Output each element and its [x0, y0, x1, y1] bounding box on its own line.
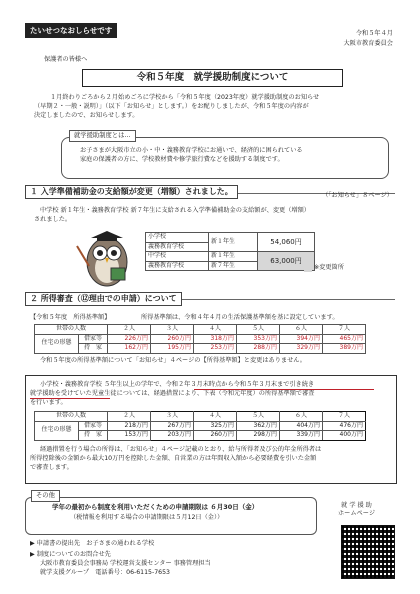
submit-to: ▶ 申請書の提出先 お子さまの通われる学校 — [30, 540, 155, 547]
inquiry-phone: 就学支援グループ 電話番号：06-6115-7653 — [40, 569, 170, 576]
grade-cell: 新１年生 — [209, 252, 258, 262]
persons-header: ３人 — [151, 412, 194, 422]
qr-code-icon[interactable] — [341, 525, 395, 579]
income-value: 362万円 — [237, 421, 280, 431]
household-size-header: 世帯の人数 — [35, 325, 108, 335]
income-value: 476万円 — [323, 421, 366, 431]
persons-header: ４人 — [194, 325, 237, 335]
other-tag: その他 — [31, 490, 60, 502]
deadline: 学年の最初から制度を利用いただくための申請期限は ６月30日（金） — [52, 503, 259, 511]
persons-header: ５人 — [237, 325, 280, 335]
section1-line-1: 中学校 新１年生・義務教育学校 新７年生に支給される入学準備補助金の支給額が、変更（増額） — [40, 207, 310, 214]
housing-type-header: 住宅の形態 — [35, 421, 79, 440]
income-value: 353万円 — [237, 334, 280, 344]
intro-line-1: １月終わりごろから２月始めごろに学校から「令和５年度（2023年度）就学援助制度のお知らせ — [50, 94, 320, 101]
section1-line-2: されました。 — [34, 216, 72, 223]
income-value: 400万円 — [323, 431, 366, 441]
issuer: 大阪市教育委員会 — [343, 40, 393, 47]
amount-cell: 54,060円 — [258, 233, 315, 252]
criteria-label: 【令和５年度 所得基準額】 — [30, 314, 111, 321]
criteria-note: 所得基準額は、令和４年４月の生活保護基準額を基に設定しています。 — [141, 314, 339, 321]
income-value: 329万円 — [280, 344, 323, 354]
persons-header: ２人 — [108, 412, 151, 422]
income-value: 218万円 — [108, 421, 151, 431]
housing-type: 持 家 — [79, 431, 108, 441]
qr-label: 就 学 援 助 ホームページ — [338, 502, 376, 517]
box-note-2: 所得控除後の金額から最大10万円を控除した金額、自営業の方は年間収入額から必要経費を引いた金額 — [30, 455, 317, 462]
income-value: 318万円 — [194, 334, 237, 344]
school-cell: 中学校 — [146, 252, 209, 262]
income-value: 203万円 — [151, 431, 194, 441]
box-line-1: 小学校・義務教育学校 ５年生以上の学年で、令和２年３月末時点から令和５年３月末まで引き続き — [40, 381, 315, 388]
section2-heading: ２ 所得審査（⑫理由での申請）について — [25, 292, 182, 306]
income-table-1 — [34, 324, 366, 354]
underline-1 — [194, 389, 374, 390]
box-line-3: を行います。 — [30, 399, 67, 406]
income-value: 195万円 — [151, 344, 194, 354]
deadline-note: （税情報を利用する場合の申請期限は５月12日（金）） — [70, 514, 224, 521]
date: 令和５年４月 — [355, 30, 393, 37]
addressee: 保護者の皆様へ — [44, 56, 88, 63]
about-tag: 就学援助制度とは… — [69, 130, 136, 142]
school-cell: 義務教育学校 — [146, 261, 209, 271]
income-table-2 — [34, 411, 366, 441]
housing-type: 借家等 — [79, 334, 108, 344]
income-value: 325万円 — [194, 421, 237, 431]
income-value: 404万円 — [280, 421, 323, 431]
income-value: 394万円 — [280, 334, 323, 344]
household-size-header: 世帯の人数 — [35, 412, 108, 422]
school-cell: 小学校 — [146, 233, 209, 243]
box-note-3: で審査します。 — [30, 464, 73, 471]
income-value: 389万円 — [323, 344, 366, 354]
amount-cell-changed: 63,000円 — [258, 252, 315, 271]
changed-legend: ※変更箇所 — [314, 264, 344, 271]
income-value: 253万円 — [194, 344, 237, 354]
section1-heading: １ 入学準備補助金の支給額が変更（増額）されました。 — [25, 185, 238, 199]
income-value: 162万円 — [108, 344, 151, 354]
income-value: 267万円 — [151, 421, 194, 431]
grade-cell: 新７年生 — [209, 261, 258, 271]
persons-header: ６人 — [280, 412, 323, 422]
school-cell: 義務教育学校 — [146, 242, 209, 252]
page-title: 令和５年度 就学援助制度について — [82, 69, 343, 87]
income-value: 226万円 — [108, 334, 151, 344]
inquiry-office: 大阪市教育委員会事務局 学校運営支援センター 事務管理担当 — [40, 560, 211, 567]
intro-line-2: （早期２・一般・説明）」（以下「お知らせ」とします。）をお配りしましたが、令和５年度の内容が — [34, 103, 309, 110]
box-line-2: 就学援助を受けていた児童生徒については、経過措置により、下表（令和元年度）の所得基準額で審査 — [30, 390, 315, 397]
section1-ref: （「お知らせ」８ページ） — [322, 192, 393, 199]
persons-header: ４人 — [194, 412, 237, 422]
grade-cell: 新１年生 — [209, 233, 258, 252]
persons-header: ７人 — [323, 412, 366, 422]
persons-header: ５人 — [237, 412, 280, 422]
inquiry-heading: ▶ 制度についてのお問合せ先 — [30, 551, 111, 558]
persons-header: ２人 — [108, 325, 151, 335]
section1-table — [145, 232, 315, 271]
housing-type: 持 家 — [79, 344, 108, 354]
box-note-1: 経過措置を行う場合の所得は、「お知らせ」４ページ記載のとおり、給与所得者及び公的年金所得者は — [40, 446, 322, 453]
income-value: 288万円 — [237, 344, 280, 354]
income-value: 260万円 — [151, 334, 194, 344]
income-value: 339万円 — [280, 431, 323, 441]
income-value: 298万円 — [237, 431, 280, 441]
income-value: 153万円 — [108, 431, 151, 441]
income-value: 465万円 — [323, 334, 366, 344]
section2-note: 令和５年度の所得基準額について「お知らせ」４ページの【所得基準額】と変更はありません。 — [40, 357, 306, 364]
owl-teacher-illustration — [75, 228, 135, 290]
housing-type: 借家等 — [79, 421, 108, 431]
about-line-2: 家庭の保護者の方に、学校教材費や修学旅行費などを援助する制度です。 — [80, 156, 284, 163]
underline-2 — [30, 398, 110, 399]
changed-legend-swatch — [304, 265, 312, 272]
housing-type-header: 住宅の形態 — [35, 334, 79, 353]
persons-header: ７人 — [323, 325, 366, 335]
persons-header: ３人 — [151, 325, 194, 335]
income-value: 260万円 — [194, 431, 237, 441]
about-line-1: お子さまが大阪市立の小・中・義務教育学校にお通いで、経済的に困られている — [80, 147, 303, 154]
persons-header: ６人 — [280, 325, 323, 335]
notice-badge: たいせつなおしらせです — [25, 23, 117, 38]
intro-line-3: 決定しましたので、お知らせします。 — [34, 112, 139, 119]
